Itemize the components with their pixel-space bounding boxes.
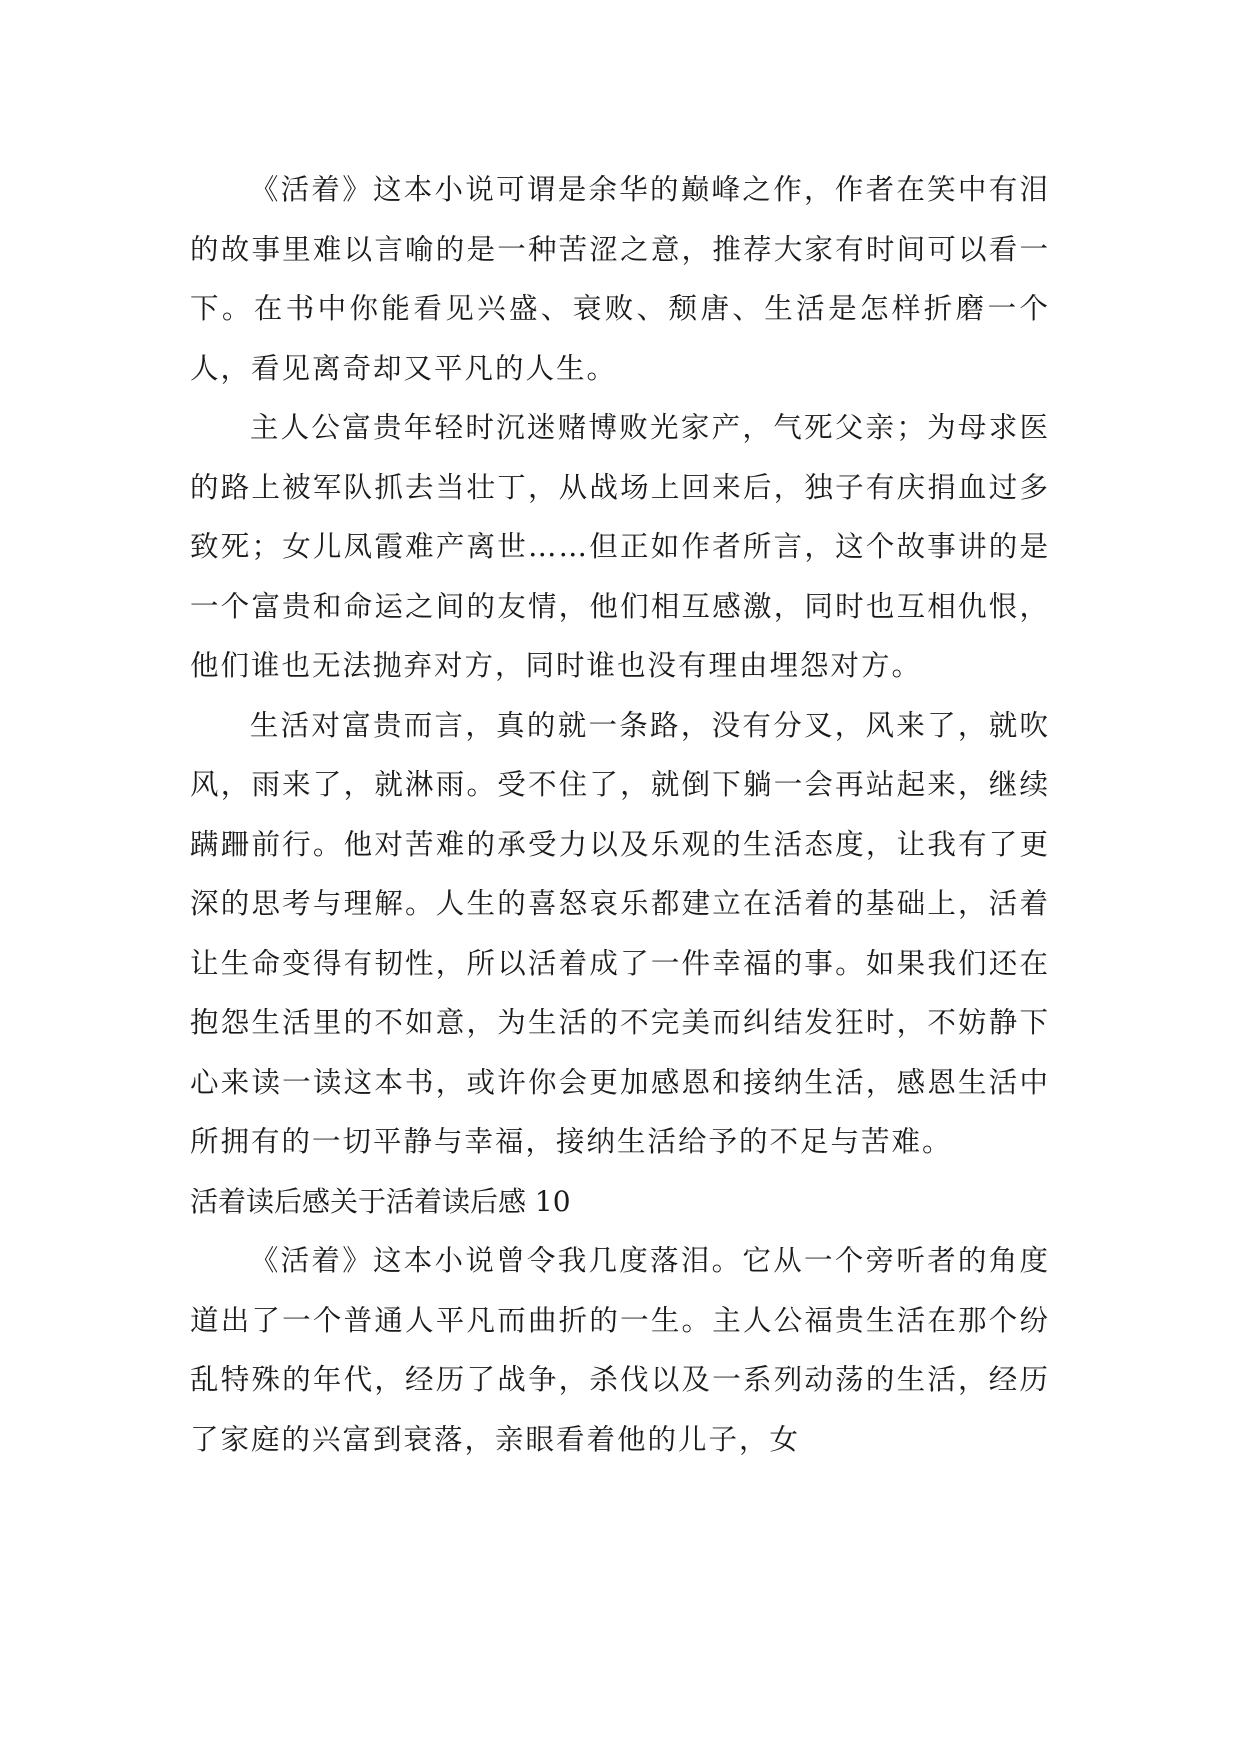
paragraph: 生活对富贵而言，真的就一条路，没有分叉，风来了，就吹风，雨来了，就淋雨。受不住了，就倒下躺一会再站起来，继续蹒跚前行。他对苦难的承受力以及乐观的生活态度，让我有了更深的思考与理解。人生的喜怒哀乐都建立在活着的基础上，活着让生命变得有韧性，所以活着成了一件幸福的事。如果我们还在抱怨生活里的不如意，为生活的不完美而纠结发狂时，不妨静下心来读一读这本书，或许你会更加感恩和接纳生活，感恩生活中所拥有的一切平静与幸福，接纳生活给予的不足与苦难。 — [190, 708, 1050, 1158]
paragraph: 《活着》这本小说曾令我几度落泪。它从一个旁听者的角度道出了一个普通人平凡而曲折的一生。主人公福贵生活在那个纷乱特殊的年代，经历了战争，杀伐以及一系列动荡的生活，经历了家庭的兴富到衰落，亲眼看着他的儿子，女 — [190, 1244, 1050, 1456]
section-heading: 活着读后感关于活着读后感 10 — [190, 1184, 571, 1218]
paragraph: 《活着》这本小说可谓是余华的巅峰之作，作者在笑中有泪的故事里难以言喻的是一种苦涩之意，推荐大家有时间可以看一下。在书中你能看见兴盛、衰败、颓唐、生活是怎样折磨一个人，看见离奇却又平凡的人生。 — [190, 173, 1050, 385]
paragraph: 主人公富贵年轻时沉迷赌博败光家产，气死父亲；为母求医的路上被军队抓去当壮丁，从战场上回来后，独子有庆捐血过多致死；女儿凤霞难产离世……但正如作者所言，这个故事讲的是一个富贵和命运之间的友情，他们相互感激，同时也互相仇恨，他们谁也无法抛弃对方，同时谁也没有理由埋怨对方。 — [190, 411, 1050, 682]
document-page — [190, 160, 1050, 1469]
